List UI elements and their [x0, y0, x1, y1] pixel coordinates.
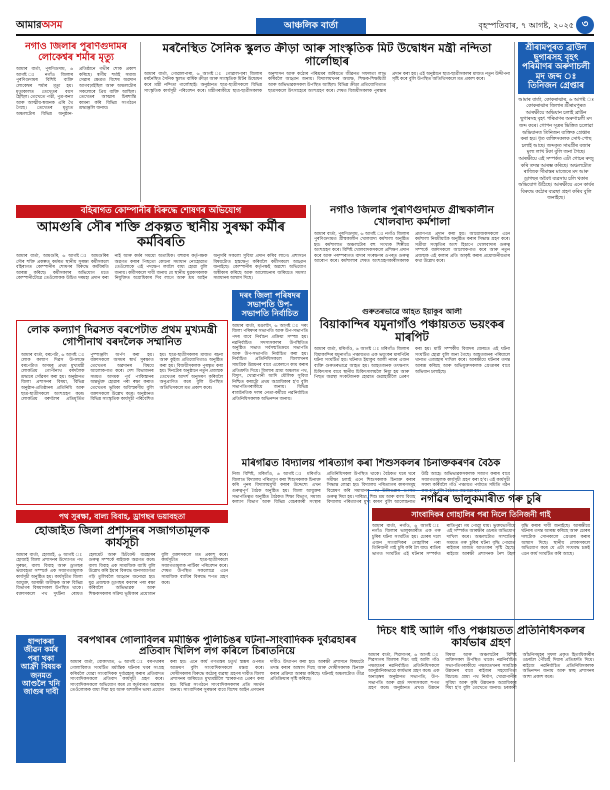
- story-headline: ধান্দাকৰা জীৱন কৰ্মৰ পৰা খকা আফ্ৰী বিষয়ক জনমত আণ্ডলৈ খনি জাগুৰ দাবী: [20, 637, 62, 697]
- story-headline: নগাঁও জিলাৰ পুৰণিগুদামৰ লোকেশ্বৰ শৰ্মাৰ মৃত্যু: [25, 42, 127, 63]
- story-body: আমাৰ বাৰ্তা, গোৱালপাৰা, ৬ আগষ্ট ঃ গোৱালপাৰা জিলাৰ মৰনৈস্থিত সৈনিক স্কুলত বাৰ্ষিক ক্ৰীড়া আৰু সাংস্কৃতিক মিটৰ উদ্বোধন কৰে মন্ত্ৰী নন্দিতা গাৰ্লোছাই। অনুষ্ঠানত ছাত্ৰ-ছাত্ৰীসকলে বিভিন্ন সাংস্কৃতিক কাৰ্যসূচী পৰিবেশন কৰে। মন্ত্ৰীগৰাকীয়ে ছাত্ৰ-ছাত্ৰীসকলক অনুশাসন আৰু কঠোৰ পৰিশ্ৰমৰ জৰিয়তে জীৱনত সফলতা লাভ কৰিবলৈ আহ্বান জনায়। বিদ্যালয়খনৰ অধ্যক্ষ, শিক্ষক-শিক্ষয়িত্ৰী আৰু অভিভাৱকসকল উপস্থিত আছিল। বিভিন্ন ক্ৰীড়া প্ৰতিযোগিতাত ছাত্ৰসকলে উৎসাহেৰে অংশগ্ৰহণ কৰে। শেষত বিজয়ীসকলক পুৰস্কাৰ প্ৰদান কৰা হয়। এই অনুষ্ঠানে ছাত্ৰ-ছাত্ৰীসকলৰ মাজত নতুন উদ্দীপনা সৃষ্টি কৰে বুলি উপস্থিত অতিথিসকলে মত প্ৰকাশ কৰে।: [144, 71, 510, 94]
- story-headline: দৰং জিলা পৰিষদৰ সভাপতি উপ-সভাপতি নিৰ্বাচিত: [232, 290, 308, 321]
- story-body: নিজ বিশিষ্ট, মৰিগাঁও, ৬ আগষ্ট ঃ মৰিগাঁও জিলাত বিদ্যালয় পৰিত্যাগ কৰা শিশুসকলক চিনাক্ত কৰি পুনৰ বিদ্যালয়মুখী কৰাৰ উদ্দেশ্যে এখন গুৰুত্বপূৰ্ণ বৈঠক অনুষ্ঠিত হয়। জিলা আয়ুক্তৰ সভাপতিত্বত অনুষ্ঠিত বৈঠকত শিক্ষা বিভাগ, সমাজ কল্যাণ বিভাগ আৰু বিভিন্ন বেচৰকাৰী সংস্থাৰ প্ৰতিনিধিসকল উপস্থিত থাকে। বৈঠকত ঘৰে ঘৰে সমীক্ষা চলাই এনে শিশুসকলক চিনাক্ত কৰাৰ সিদ্ধান্ত লোৱা হয়। বিদ্যালয় পৰিত্যাগৰ কাৰণসমূহ বিশ্লেষণ কৰি সমাধানৰ পথ উলিওৱাৰ ওপৰত গুৰুত্ব দিয়া হয়। দাৰিদ্ৰ্য, শিশু শ্ৰম আৰু বাল্য বিবাহ বিদ্যালয় পৰিত্যাগৰ মুখ্য কাৰণ বুলি আলোচনাত উঠি আহে। অভিভাৱকসকলক সজাগ কৰাৰ বাবে সজাগতামূলক কাৰ্যসূচী গ্ৰহণ কৰা হ'ব। এই কাৰ্যসূচী সফল কৰিবলৈ গাঁও পঞ্চায়ত পৰ্যায়ত সমিতি গঠন কৰা হ'ব বুলি বৈঠকত জনোৱা হয়।: [232, 472, 510, 506]
- story-kicker-bar: পথ সুৰক্ষা, বাল্য বিবাহ, ড্ৰাগছৰ ভয়াবহতা: [16, 510, 228, 523]
- story-headline: বৰপথাৰৰ গোলাবিলৰ মৰ্মান্তিক পুলিচিঙৰ ঘটনা-সাংবাদিকক দুৰ্ব্যৱহাৰৰ প্ৰতিবাদ খিলিপ লগ কৰিলে চিৰাতনিয়ে: [77, 635, 357, 658]
- story-headline: লোক কল্যাণ দিৱসত বৰপেটাত প্ৰথম মুখ্যমন্ত্ৰী গোপীনাথ বৰদলৈক সম্মানিত: [27, 324, 217, 348]
- masthead: [16, 18, 594, 36]
- story-headline: মৰনৈস্থিত সৈনিক স্কুলত ক্ৰীড়া আৰু সাংস্কৃতিক মিট উদ্বোধন মন্ত্ৰী নন্দিতা গাৰ্লোছাৰ: [162, 42, 492, 68]
- story-headline: শ্ৰীৰামপুৰত ব্ৰাউন ছুগাৰসহ বৃহৎ পৰিমাণৰ অৰুণাচলী মদ জব্দ ঃ তিনিজন গ্ৰেপ্তাৰ: [518, 42, 594, 94]
- story-body: আমাৰ বাৰ্তা, নগাঁও, ৬ আগষ্ট ঃ নগাঁও জিলাৰ ভালুকমাৰীত এক গৰু চুৰিৰ ঘটনা সংঘটিত হয়। চোৰৰ দলে এজন সাংবাদিকৰ গোহালিৰ পৰা তিনিজনী গাই চুৰি কৰি লৈ যায়। ৰাতিৰ ভাগত সংঘটিত এই ঘটনাৰ সম্পৰ্কত ৰাতিপুৱা গম পোৱা যায়। ভুক্তভোগীয়ে এই সম্পৰ্কত আৰক্ষীৰ ওচৰত অভিযোগ দাখিল কৰে। অঞ্চলটোত সাম্প্ৰতিক সময়ত গৰু চুৰিৰ ঘটনা বৃদ্ধি পোৱাত ৰাইজৰ মাজত আতংকৰ সৃষ্টি হৈছে। ৰাইজে আৰক্ষী প্ৰশাসনক নৈশ টহল বৃদ্ধি কৰাৰ দাবী জনাইছে। আৰক্ষীয়ে ঘটনাৰ তদন্ত আৰম্ভ কৰিছে আৰু চোৰৰ দলটোক সোনকালে গ্ৰেপ্তাৰ কৰাৰ আশ্বাস দিছে। স্থানীয় লোকসকলে অভিযোগ কৰে যে এটা সংঘবদ্ধ চক্ৰই এনে কাৰ্য সংঘটিত কৰি আছে।: [372, 523, 590, 557]
- story-body: আমাৰ বাৰ্তা, মঙলদৈ, ৬ আগষ্ট ঃ দৰং জিলা পৰিষদৰ সভাপতি আৰু উপ-সভাপতি পদৰ বাবে নিৰ্বাচন প্ৰক্ৰিয়া সম্পন্ন হয়। নৱনিৰ্বাচিত সদস্যসকলৰ উপস্থিতিত অনুষ্ঠিত সভাত সৰ্বসন্মতিক্ৰমে সভাপতি আৰু উপ-সভাপতি নিৰ্বাচিত কৰা হয়। নিৰ্বাচিত প্ৰতিনিধিসকলে জিলাখনৰ সামগ্ৰিক উন্নয়নৰ বাবে একেলগে কাম কৰাৰ প্ৰতিশ্ৰুতি দিয়ে। জিলাৰ গ্ৰাম্য অঞ্চলত পথ, বিদ্যুৎ, খোৱাপানী আদি মৌলিক সুবিধা নিশ্চিত কৰাটো প্ৰথম অগ্ৰাধিকাৰ হ'ব বুলি সভাপতিগৰাকীয়ে জনায়। বিভিন্ন ৰাজনৈতিক দলৰ নেতা-কৰ্মীয়ে নৱনিৰ্বাচিত প্ৰতিনিধিসকলক অভিনন্দন জনায়।: [232, 323, 308, 402]
- story-headline: মৰিগাঁৱত বিদ্যালয় পৰিত্যাগ কৰা শিশুসকলৰ চিনাক্তকৰণৰ বৈঠক: [241, 458, 501, 469]
- column-divider: [310, 205, 311, 375]
- section-label: আঞ্চলিক বাৰ্তা: [256, 18, 366, 34]
- issue-date: বৃহস্পতিবাৰ, ৭ আগষ্ট, ২০২৫: [478, 21, 574, 30]
- story-hojai-awareness: [16, 510, 228, 630]
- story-public-demand: [16, 635, 66, 763]
- column-divider: [140, 42, 141, 202]
- story-body: আমাৰ বাৰ্তা, শিৱসাগৰ, ৬ আগষ্ট ঃ শিৱসাগৰ জিলাৰ দিচং ধাই আলি গাঁও পঞ্চায়তৰ নৱনিৰ্বাচিত প্ৰতিনিধিসকলে আনুষ্ঠানিকভাৱে কাৰ্যভাৰ গ্ৰহণ কৰে। এক অনাড়ম্বৰ অনুষ্ঠানত সভাপতি, উপ-সভাপতি আৰু ৱাৰ্ড সদস্যসকলে শপত গ্ৰহণ কৰে। অনুষ্ঠানত প্ৰখণ্ড উন্নয়ন বিষয়া আৰু অঞ্চলটোৰ বিশিষ্ট ব্যক্তিসকল উপস্থিত থাকে। নৱনিৰ্বাচিত সভাপতিগৰাকীয়ে পঞ্চায়তখনৰ সামগ্ৰিক উন্নয়নৰ বাবে ৰাইজৰ সহযোগিতা বিচাৰে। গ্ৰাম্য পথ নিৰ্মাণ, খোৱাপানীৰ সুবিধা আৰু কৃষি উন্নয়নক অগ্ৰাধিকাৰ দিয়া হ'ব বুলি তেখেতে জনায়। চৰকাৰী আঁচনিসমূহৰ সুফল প্ৰকৃত হিতাধিকাৰীৰ ওচৰলৈ পৌঁচাই দিয়াৰ প্ৰতিশ্ৰুতি দিয়ে। ৰাইজে নৱনিৰ্বাচিত প্ৰতিনিধিসকলক অভিনন্দন জনায় আৰু স্বচ্ছ প্ৰশাসনৰ আশা প্ৰকাশ কৰে।: [368, 652, 594, 692]
- page-number: ৩: [576, 16, 594, 34]
- story-headline: বিয়াকান্দিৰ যমুনাগাঁও পঞ্চায়তত ভয়ংকৰ মাৰপিট: [319, 317, 505, 345]
- story-kicker-bar: বহিৰাগত কোম্পানীৰ বিৰুদ্ধে শোষণৰ অভিযোগ: [16, 205, 306, 218]
- story-brown-sugar-seizure: [518, 42, 594, 562]
- story-kicker-bar: সাংবাদিকৰ গোহালিৰ পৰা নিলে তিনিজনী গাই: [372, 508, 590, 521]
- story-khol-workshop: [314, 205, 510, 305]
- story-obituary: [16, 42, 136, 202]
- story-headline: হোজাইত জিলা প্ৰশাসনৰ সজাগতামূলক কাৰ্যসূচী: [34, 524, 210, 550]
- story-headline: নগাঁৱৰ ভালুকমাৰীত গৰু চুৰি: [420, 493, 542, 505]
- story-bordoloi-tribute: [16, 320, 228, 505]
- story-sainik-school: [144, 42, 510, 202]
- story-jamunagaon-assault: [314, 308, 510, 458]
- story-body: আমাৰ বাৰ্তা, হোজাই, ৬ আগষ্ট ঃ হোজাই জিলা প্ৰশাসনৰ উদ্যোগত পথ সুৰক্ষা, বাল্য বিবাহ আৰু ড্ৰাগছৰ ভয়াবহতা সম্পৰ্কে এক সজাগতামূলক কাৰ্যসূচী অনুষ্ঠিত হয়। কাৰ্যসূচীত জিলা আয়ুক্ত, আৰক্ষী অধীক্ষক আৰু বিভিন্ন বিভাগৰ বিষয়াসকল উপস্থিত থাকে। বক্তাসকলে পথ দুৰ্ঘটনা ৰোধত হেলমেট আৰু চিটবেল্ট ব্যৱহাৰৰ গুৰুত্ব সম্পৰ্কে ৰাইজক অৱগত কৰে। বাল্য বিবাহ এক সামাজিক ব্যাধি বুলি উল্লেখ কৰি ইয়াৰ বিৰুদ্ধে জনসজাগতা গঢ়ি তুলিবলৈ আহ্বান জনোৱা হয়। যুৱ প্ৰজন্মক ড্ৰাগছৰ কবলৰ পৰা ৰক্ষা কৰিবলৈ অভিভাৱক আৰু শিক্ষকসকলৰ সক্ৰিয় ভূমিকাৰ প্ৰয়োজন বুলি বক্তাসকলে মত প্ৰকাশ কৰে। কাৰ্যসূচীত ছাত্ৰ-ছাত্ৰীসকলে সজাগতামূলক নাটিকা পৰিবেশন কৰে। শেষত উপস্থিত সকলোৱে এনে সামাজিক ব্যাধিৰ বিৰুদ্ধে শপত গ্ৰহণ কৰে।: [16, 552, 228, 597]
- story-body: আমাৰ বাৰ্তা, পুৰণিগুদাম, ৬ আগষ্ট ঃ নগাঁও জিলাৰ পুৰণিগুদামত গ্ৰীষ্মকালীন খোলবাদ্য কৰ্মশালা অনুষ্ঠিত হয়। কৰ্মশালাত অঞ্চলটোৰ বহু সংখ্যক শিল্পীয়ে অংশগ্ৰহণ কৰে। বিশিষ্ট খোলবাদকসকলে প্ৰশিক্ষণ প্ৰদান কৰে আৰু পৰম্পৰাগত বাদ্যৰ সংৰক্ষণৰ ওপৰত গুৰুত্ব আৰোপ কৰে। কৰ্মশালাৰ শেষত অংশগ্ৰহণকাৰীসকলক প্ৰমাণপত্ৰ প্ৰদান কৰা হয়। আয়োজকসকলে এনে কৰ্মশালা নিয়মীয়াকৈ অনুষ্ঠিত কৰাৰ সিদ্ধান্ত গ্ৰহণ কৰে। সত্ৰীয়া সংস্কৃতিৰ অংশ হিচাপে খোলবাদ্যৰ গুৰুত্ব সম্পৰ্কে বক্তাসকলে আলোকপাত কৰে আৰু নতুন প্ৰজন্মক এই কলাৰ প্ৰতি আকৃষ্ট কৰাৰ প্ৰয়োজনীয়তাৰ কথা উল্লেখ কৰে।: [314, 231, 510, 265]
- story-body: আমাৰ বাৰ্তা, বৰপেটা, ৬ আগষ্ট ঃ লোক কল্যাণ দিৱস উপলক্ষে বৰপেটাত অসমৰ প্ৰথম মুখ্যমন্ত্ৰী লোকপ্ৰিয় গোপীনাথ বৰদলৈক শ্ৰদ্ধাৰে সোঁৱৰণ কৰা হয়। অনুষ্ঠানত জিলা প্ৰশাসনৰ বিষয়া, বিভিন্ন অনুষ্ঠান-প্ৰতিষ্ঠানৰ প্ৰতিনিধি আৰু ছাত্ৰ-ছাত্ৰীসকলে অংশগ্ৰহণ কৰে। লোকপ্ৰিয় বৰদলৈৰ প্ৰতিমূৰ্তিত পুষ্পাঞ্জলি অৰ্পণ কৰা হয়। বক্তাসকলে অসমৰ স্বাৰ্থ সুৰক্ষাত তেখেতৰ অৱদানৰ বিষয়ে আলোকপাত কৰে। দেশ বিভাজনৰ সময়ত অসমক পূৰ্ব পাকিস্তানৰ অন্তৰ্ভুক্ত হোৱাৰ পৰা ৰক্ষা কৰাত তেখেতৰ ভূমিকা অবিস্মৰণীয় বুলি বক্তাসকলে উল্লেখ কৰে। অনুষ্ঠানত বিভিন্ন সাংস্কৃতিক কাৰ্যসূচী পৰিবেশিত হয়। ছাত্ৰ-ছাত্ৰীসকলৰ মাজত ৰচনা আৰু কুইজ প্ৰতিযোগিতাও অনুষ্ঠিত কৰা হয়। বিজয়ীসকলক পুৰস্কৃত কৰা হয়। দিনটোৰ অনুষ্ঠানে নতুন প্ৰজন্মক তেখেতৰ আদৰ্শ অনুসৰণ কৰিবলৈ অনুপ্ৰাণিত কৰে বুলি উপস্থিত অতিথিসকলে মত প্ৰকাশ কৰে।: [21, 352, 223, 403]
- story-body: আমাৰ বাৰ্তা, মৰিগাঁও, ৬ আগষ্ট ঃ মৰিগাঁও জিলাৰ বিয়াকান্দিৰ যমুনাগাঁও পঞ্চায়তত এক ভয়ংকৰ মাৰপিটৰ ঘটনা সংঘটিত হয়। ঘটনাত ইয়াকুব আলী নামৰ এজন ব্যক্তি গুৰুতৰভাৱে আহত হয়। আহতজনক তৎক্ষণাৎ চিকিৎসাৰ বাবে স্থানীয় চিকিৎসালয়লৈ নিয়া হয় আৰু পিছত অৱস্থা সংকটজনক হোৱাত গুৱাহাটীলৈ প্ৰেৰণ কৰা হয়। মাটি সম্পৰ্কীয় বিবাদৰ জেৰতে এই ঘটনা সংঘটিত হোৱা বুলি জনা গৈছে। আহতজনৰ পৰিয়ালে থানাত এজাহাৰ দাখিল কৰে। আৰক্ষীয়ে ঘটনাৰ তদন্ত আৰম্ভ কৰিছে আৰু অভিযুক্তসকলক গ্ৰেপ্তাৰৰ বাবে অভিযান চলাইছে।: [314, 347, 510, 381]
- story-body: আমাৰ বাৰ্তা, কোকৰাঝাৰ, ৬ আগষ্ট ঃ কোকৰাঝাৰ জিলাৰ শ্ৰীৰামপুৰত আৰক্ষীয়ে অভিযান চলাই ব্ৰাউন ছুগাৰসহ বৃহৎ পৰিমাণৰ অৰুণাচলী মদ জব্দ কৰে। গোপন সূত্ৰৰ ভিত্তিত চলোৱা অভিযানত তিনিজন ব্যক্তিক গ্ৰেপ্তাৰ কৰা হয়। ধৃত ব্যক্তিসকলক সোধ-পোছ চলাই আছে। জব্দকৃত সামগ্ৰীৰ বজাৰ মূল্য লাখ টকা বুলি জনা গৈছে। আৰক্ষীয়ে এই সম্পৰ্কত এটা গোচৰ ৰুজু কৰি তদন্ত আৰম্ভ কৰিছে। অঞ্চলটোত ৰাজ্যিক সীমান্তৰ মাজেৰে মদ আৰু ড্ৰাগছৰ অবৈধ ব্যৱসায় চলি থকাৰ অভিযোগ উঠিছে। আৰক্ষীয়ে এনে কাৰ্যৰ বিৰুদ্ধে কঠোৰ ব্যৱস্থা গ্ৰহণ কৰিব বুলি জনাইছে।: [518, 97, 594, 202]
- story-headline: আমগুৰি সৌৰ শক্তি প্ৰকল্পত স্থানীয় সুৰক্ষা কৰ্মীৰ কৰ্মবিৰতি: [37, 220, 285, 250]
- newspaper-logo: আমারঅসম: [16, 20, 63, 31]
- story-headline: নগাঁও জিলাৰ পুৰণিগুদামত গ্ৰীষ্মকালীন খোলবাদ্য কৰ্মশালা: [330, 205, 494, 228]
- story-headline: দিচং ধাই আলি গাঁও পঞ্চায়তত প্ৰতিনিধিসকলৰ কাৰ্যভাৰ গ্ৰহণ: [377, 625, 585, 650]
- story-body: আমাৰ বাৰ্তা, পুৰণিগুদাম, ৬ আগষ্ট ঃ নগাঁও জিলাৰ পুৰণিগুদামৰ বিশিষ্ট ব্যক্তি লোকেশ্বৰ শৰ্মাৰ মৃত্যু হয়। মৃত্যুকালত তেখেতৰ বয়স হৈছিল। তেখেতে পত্নী, পুত্ৰ-কন্যা আৰু আত্মীয়-স্বজনক এৰি থৈ গৈছে। তেখেতৰ মৃত্যুত অঞ্চলটোৰ বিভিন্ন অনুষ্ঠান-প্ৰতিষ্ঠানে গভীৰ শোক প্ৰকাশ কৰিছে। স্বৰ্গীয় শৰ্মাই সমাজ সেৱাৰ ক্ষেত্ৰত বিশেষ অৱদান আগবঢ়াইছিল আৰু অঞ্চলটোৰ সকলোৰে প্ৰিয় ব্যক্তি আছিল। তেখেতৰ আত্মাৰ চিৰশান্তি কামনা কৰি বিভিন্ন সংগঠনে শ্ৰদ্ধাঞ্জলি জনায়।: [16, 67, 136, 117]
- story-journalists-protest: [70, 635, 364, 763]
- story-cattle-theft: [368, 490, 594, 620]
- story-body: আমাৰ বাৰ্তা, বোকাখাত, ৬ আগষ্ট ঃ বৰপথাৰৰ গোলাবিলত সংঘটিত মৰ্মান্তিক ঘটনাৰ খবৰ সংগ্ৰহ কৰিবলৈ যোৱা সাংবাদিকক দুৰ্ব্যৱহাৰ কৰাৰ প্ৰতিবাদত সাংবাদিকসকলে প্ৰতিবাদ কাৰ্যসূচী গ্ৰহণ কৰে। সাংবাদিকসকলে অভিযোগ কৰে যে কৰ্তব্যৰত অৱস্থাত তেওঁলোকক বাধা দিয়া হয় আৰু অশালীন ভাষা প্ৰয়োগ কৰা হয়। এনে কাৰ্য গণতন্ত্ৰৰ চতুৰ্থ স্তম্ভৰ ওপৰত আক্ৰমণ বুলি সাংবাদিকসকলে মন্তব্য কৰে। দোষীসকলৰ বিৰুদ্ধে কঠোৰ ব্যৱস্থা গ্ৰহণৰ দাবীত জিলা প্ৰশাসনৰ জৰিয়তে মুখ্যমন্ত্ৰীলৈ স্মাৰকপত্ৰ প্ৰেৰণ কৰা হয়। বিভিন্ন সংগঠনে সাংবাদিকসকলৰ প্ৰতি সমৰ্থন জনায়। সাংবাদিকৰ সুৰক্ষাৰ বাবে বিশেষ আইন প্ৰণয়নৰ দাবীও উত্থাপন কৰা হয়। আৰক্ষী প্ৰশাসনে বিষয়টো তদন্ত কৰাৰ আশ্বাস দিছে আৰু দোষীসকলক চিনাক্ত কৰাৰ প্ৰক্ৰিয়া আৰম্ভ কৰিছে। ঘটনাই অঞ্চলটোত তীব্ৰ প্ৰতিক্ৰিয়াৰ সৃষ্টি কৰিছে।: [70, 660, 364, 694]
- story-dichang-panchayat: [368, 625, 594, 763]
- story-body: আমাৰ বাৰ্তা, আমগুৰি, ৬ আগষ্ট ঃ আমগুৰিৰ সৌৰ শক্তি প্ৰকল্পত কৰ্মৰত স্থানীয় সুৰক্ষা কৰ্মীসকলে বহিৰাগত কোম্পানীৰ শোষণৰ বিৰুদ্ধে কৰ্মবিৰতি আৰম্ভ কৰিছে। কৰ্মীসকলৰ অভিযোগ মতে কোম্পানীটোৱে তেওঁলোকক উচিত দৰমহা প্ৰদান কৰা নাই আৰু কৰ্মৰ সময়ো অত্যধিক। বহুবাৰ কৰ্তৃপক্ষক অৱগত কৰাৰ পিছতো কোনো সমাধান নোহোৱাত তেওঁলোকে এই পদক্ষেপ লবলৈ বাধ্য হোৱা বুলি জনায়। কৰ্মীসকলে দাবী জনায় যে স্থানীয় যুৱকসকলক নিযুক্তিত অগ্ৰাধিকাৰ দিব লাগে আৰু শ্ৰম আইন অনুসৰি সকলো সুবিধা প্ৰদান কৰিব লাগে। প্ৰশাসনে বিষয়টোত হস্তক্ষেপ কৰিবলৈ কৰ্মীসকলে আহ্বান জনাইছে। কোম্পানীৰ কৰ্তৃপক্ষই অৱশ্যে অভিযোগ অস্বীকাৰ কৰিছে আৰু আলোচনাৰ জৰিয়তে সমস্যা সমাধানৰ আশ্বাস দিছে।: [16, 254, 306, 282]
- story-kicker: গুৰুতৰভাৱে আহত ইয়াকুব আলী: [362, 308, 462, 316]
